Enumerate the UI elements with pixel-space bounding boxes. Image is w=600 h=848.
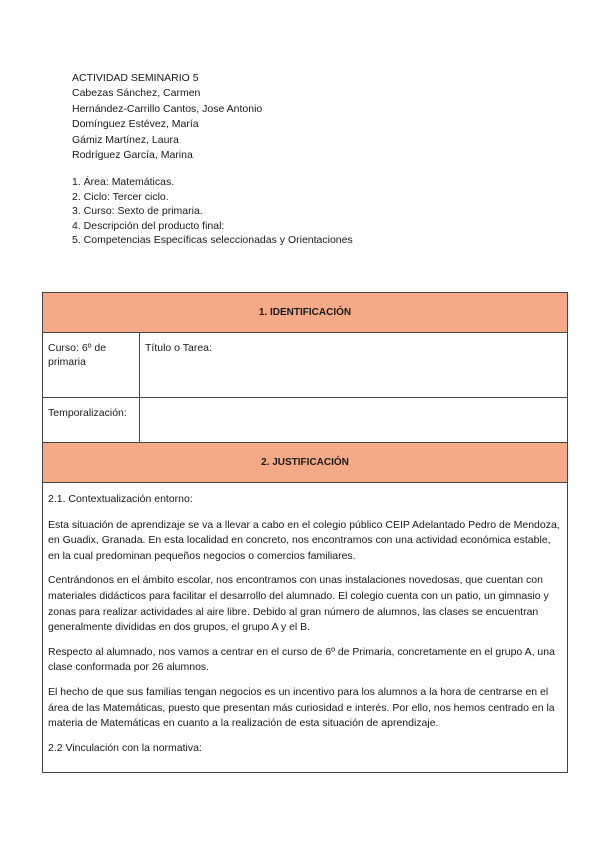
summary-list	[72, 175, 353, 248]
subheading-contextualizacion: 2.1. Contextualización entorno:	[48, 493, 193, 505]
subheading-normativa: 2.2 Vinculación con la normativa:	[48, 741, 202, 754]
paragraph: El hecho de que sus familias tengan negocios es un incentivo para los alumnos a la hora de centrarse en el área de las Matemáticas, puesto que presentan más curiosidad e interés. Por ello, nos hemos centrado en la materia de Matemáticas en cuanto a la realización de esta situación de aprendizaje.	[48, 685, 555, 730]
temporalizacion-value-cell	[140, 398, 568, 443]
paragraph: Esta situación de aprendizaje se va a llevar a cabo en el colegio público CEIP Adelantado Pedro de Mendoza, en Guadix, Granada. En esta localidad en concreto, nos encontramos con una actividad económica estable, en la cual predominan pequeños negocios o comercios familiares.	[48, 518, 560, 562]
author-name: Gámiz Martínez, Laura	[72, 133, 179, 146]
section-header-justificacion: 2. JUSTIFICACIÓN	[43, 443, 568, 483]
justificacion-body	[43, 483, 568, 773]
paragraph: Respecto al alumnado, nos vamos a centrar en el curso de 6º de Primaria, concretamente en el grupo A, una clase conformada por 26 alumnos.	[48, 645, 555, 674]
list-item-curso: 3. Curso: Sexto de primaria.	[72, 205, 203, 218]
author-name: Domínguez Estévez, María	[72, 118, 199, 131]
section-header-identificacion: 1. IDENTIFICACIÓN	[43, 293, 568, 333]
curso-cell: Curso: 6º de primaria	[43, 333, 140, 398]
temporalizacion-cell: Temporalización:	[43, 398, 140, 443]
paragraph: Centrándonos en el ámbito escolar, nos encontramos con unas instalaciones novedosas, que cuentan con materiales didácticos para facilitar el desarrollo del alumnado. El colegio cuenta con un patio, un gimnasio y zonas para realizar actividades al aire libre. Debido al gran número de alumnos, las clases se encuentran generalmente divididas en dos grupos, el grupo A y el B.	[48, 574, 549, 634]
author-name: Cabezas Sánchez, Carmen	[72, 87, 201, 100]
list-item-area: 1. Área: Matemáticas.	[72, 176, 175, 188]
list-item-descripcion: 4. Descripción del producto final:	[72, 219, 225, 232]
list-item-ciclo: 2. Ciclo: Tercer ciclo.	[72, 190, 169, 203]
learning-situation-table	[42, 292, 568, 773]
author-name: Hernández-Carrillo Cantos, Jose Antonio	[72, 102, 263, 115]
list-item-competencias: 5. Competencias Específicas seleccionadas y Orientaciones	[72, 234, 353, 247]
activity-title: ACTIVIDAD SEMINARIO 5	[72, 72, 199, 84]
document-header	[72, 71, 262, 163]
titulo-cell: Título o Tarea:	[140, 333, 568, 398]
author-name: Rodríguez García, Marina	[72, 149, 193, 162]
